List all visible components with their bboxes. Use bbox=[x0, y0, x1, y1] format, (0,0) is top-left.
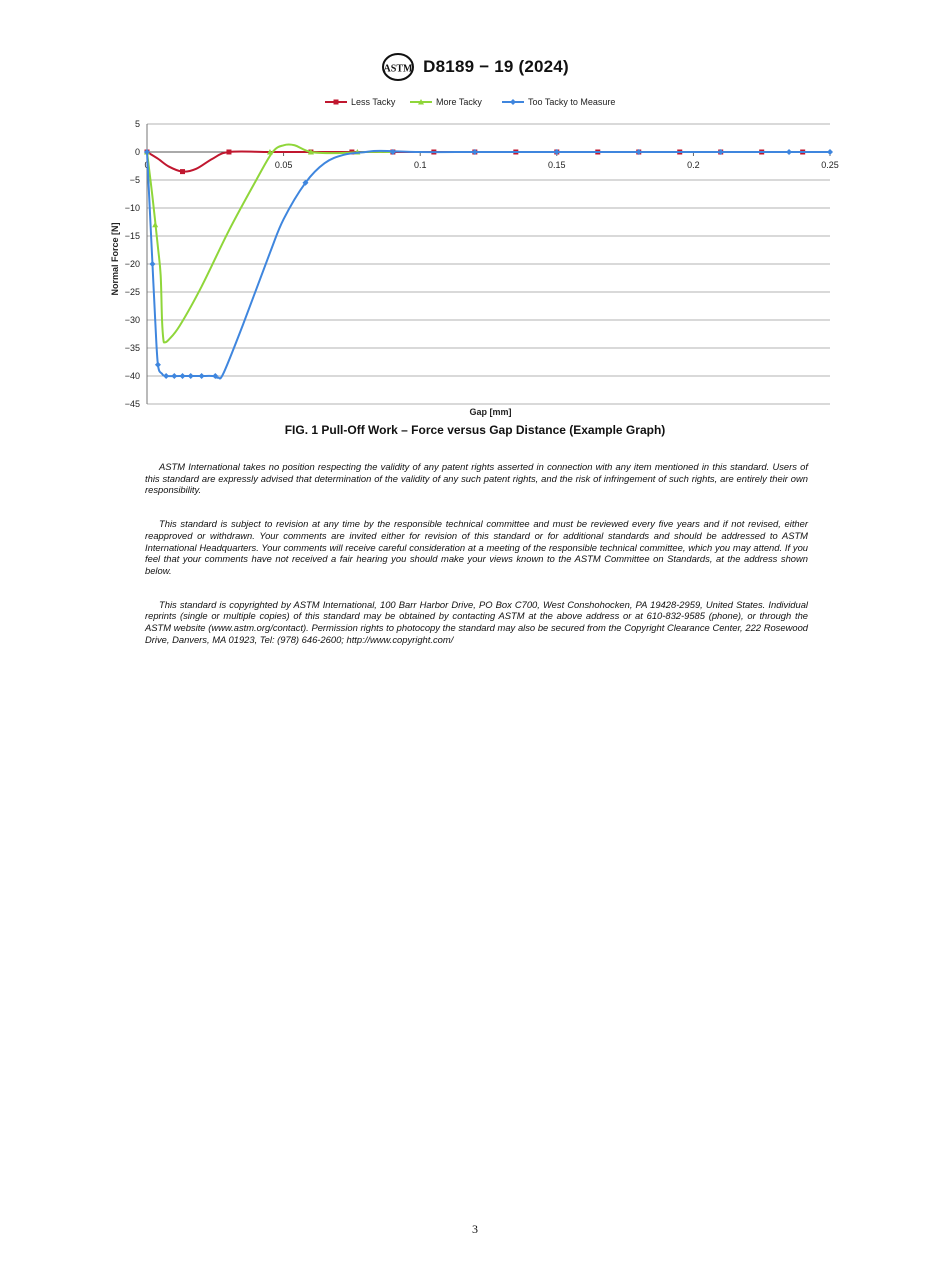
series-2-point bbox=[827, 149, 833, 155]
figure-caption: FIG. 1 Pull-Off Work – Force versus Gap Distance (Example Graph) bbox=[284, 423, 666, 437]
logo-text: ASTM bbox=[383, 63, 413, 75]
copyright-notice: This standard is copyrighted by ASTM International, 100 Barr Harbor Drive, PO Box C700, West Conshohocken, PA 19428-2959, United States. Individual reprints (single or multiple copies) of this standard may be obtained by contacting ASTM at the above address or at 610-832-9585 (phone), or through the ASTM website (www.astm.org/contact). Permission rights to photocopy the standard may also be secured from the Copyright Clearance Center, 222 Rosewood Drive, Danvers, MA 01923, Tel: (978) 646-2600; http://www.copyright.com/ bbox=[145, 598, 808, 645]
series-2-point bbox=[163, 373, 169, 379]
x-tick-label: 0.05 bbox=[274, 160, 293, 170]
legend-marker-0 bbox=[334, 100, 339, 105]
x-tick-label: 0.15 bbox=[548, 160, 566, 170]
y-axis-title: Normal Force [N] bbox=[110, 222, 120, 296]
y-tick-label: −45 bbox=[124, 399, 140, 409]
y-tick-label: 0 bbox=[134, 147, 140, 157]
series-2-point bbox=[155, 362, 161, 368]
legend-marker-2 bbox=[510, 99, 516, 105]
series-2-point bbox=[149, 261, 155, 267]
notices-section bbox=[145, 461, 808, 667]
x-tick-label: 0.2 bbox=[687, 160, 700, 170]
series-2-point bbox=[199, 373, 205, 379]
series-1-point bbox=[152, 222, 158, 228]
series-0-point bbox=[180, 169, 185, 174]
series-2-point bbox=[171, 373, 177, 379]
y-tick-label: −20 bbox=[124, 259, 140, 269]
y-tick-label: −35 bbox=[124, 343, 140, 353]
series-2-point bbox=[786, 149, 792, 155]
series-line-1 bbox=[147, 144, 393, 342]
standard-designation: D8189 − 19 (2024) bbox=[423, 57, 569, 76]
page-number: 3 bbox=[472, 1222, 478, 1236]
y-tick-label: −40 bbox=[124, 371, 140, 381]
x-tick-label: 0 bbox=[144, 160, 150, 170]
series-2-point bbox=[188, 373, 194, 379]
x-axis-title: Gap [mm] bbox=[469, 407, 512, 417]
x-tick-label: 0.25 bbox=[821, 160, 839, 170]
series-0-point bbox=[226, 150, 231, 155]
patent-notice: ASTM International takes no position respecting the validity of any patent rights asserted in connection with any item mentioned in this standard. Users of this standard are expressly advised that determination of the validity of any such patent rights, and the risk of infringement of such rights, are entirely their own responsibility. bbox=[145, 461, 808, 496]
x-tick-label: 0.1 bbox=[413, 160, 427, 170]
page-header bbox=[0, 52, 950, 82]
astm-logo-icon bbox=[381, 52, 415, 82]
revision-notice: This standard is subject to revision at any time by the responsible technical committee and must be reviewed every five years and if not revised, either reapproved or withdrawn. Your comments are invited either for revision of this standard or for additional standards and should be addressed to ASTM International Headquarters. Your comments will receive careful consideration at a meeting of the responsible technical committee, which you may attend. If you feel that your comments have not received a fair hearing you should make your views known to the ASTM Committee on Standards, at the address shown below. bbox=[145, 518, 808, 576]
y-tick-label: −25 bbox=[124, 287, 140, 297]
legend-label-1: More Tacky bbox=[436, 97, 482, 107]
y-tick-label: −15 bbox=[124, 231, 140, 241]
series-2-point bbox=[180, 373, 186, 379]
legend-label-2: Too Tacky to Measure bbox=[528, 97, 616, 107]
y-tick-label: −10 bbox=[124, 203, 140, 213]
y-tick-label: −5 bbox=[129, 175, 140, 185]
y-tick-label: 5 bbox=[134, 119, 140, 129]
force-gap-chart bbox=[100, 90, 850, 420]
series-line-2 bbox=[147, 151, 830, 379]
legend-label-0: Less Tacky bbox=[351, 97, 396, 107]
y-tick-label: −30 bbox=[124, 315, 140, 325]
